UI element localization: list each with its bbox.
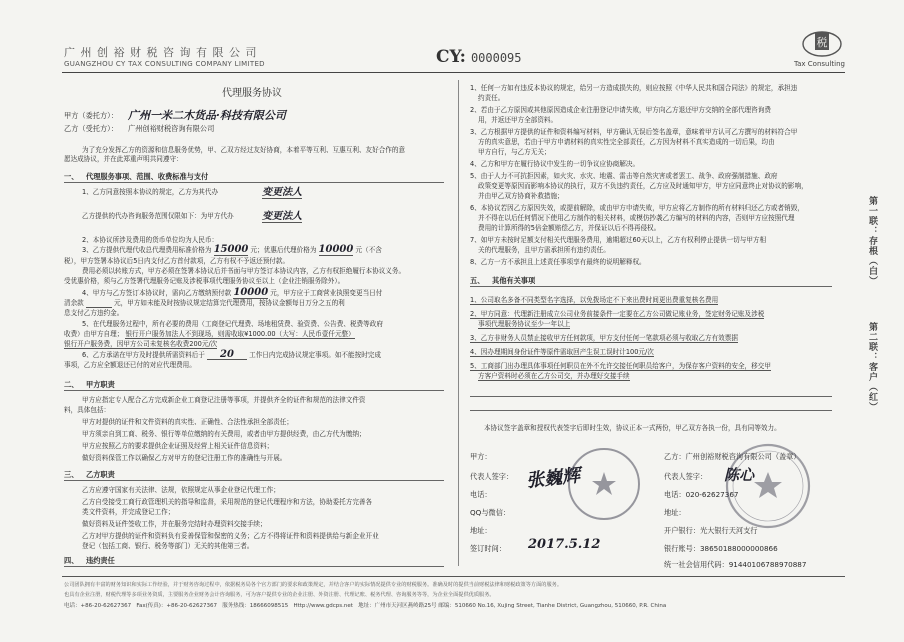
party-b-name: 广州创裕财税咨询有限公司 [128, 124, 215, 133]
clause-1-3-line-3: 费用必须以转账方式，甲方必须在签署本协议后并书面与甲方签订本协议内容，乙方有权拒绝履行本协议义务。 [82, 267, 406, 275]
section-1-rule [64, 182, 444, 183]
sign-b-rep-label: 代表人签字： [664, 472, 708, 481]
breach-clause-5: 5、由于人力不可抗拒因素，如火灾、水灾、地震、雷击等自然灾害或者罢工、战争、政府强制措施、政府 [470, 172, 778, 180]
company-name-en: GUANGZHOU CY TAX CONSULTING COMPANY LIMITED [64, 60, 265, 68]
clause-1-4 [82, 289, 382, 297]
breach-clause-6-line-2: 并不得在以后任何情况下使用乙方制作的相关材料，或模仿抄袭乙方编写的材料的内容，否则甲方应按照代理 [478, 214, 795, 222]
breach-clause-3: 3、乙方根据甲方提供的证件和资料编写材料，甲方确认无误后签名盖章，意味着甲方认可乙方撰写的材料符合甲 [470, 128, 798, 136]
clause-1-6 [82, 351, 381, 360]
price-discount-handwritten: 10000 [318, 244, 354, 255]
breach-clause-7: 7、如甲方未按时足额支付相关代理服务费用，逾期超过60天以上，乙方有权利停止提供一切与甲方相 [470, 236, 767, 244]
breach-clause-2: 2、若由于乙方原因或其他原因造成企业注册登记申请失败，甲方向乙方退还甲方交纳的全部代理咨询费 [470, 106, 771, 114]
section-5-title: 其他有关事项 [492, 276, 536, 285]
prepayment-handwritten: 10000 [233, 287, 269, 298]
section-5-number: 五、 [470, 276, 485, 285]
sign-b-account-number: 38650188000000866 [699, 544, 778, 553]
clause-1-2: 2、本协议所涉及费用的货币单位均为人民币： [82, 236, 219, 244]
other-item-2: 2、甲方同意：代理新注册成立公司业务前接条件一定要在乙方公司做记账业务，签定财务记账及涉税 [470, 310, 765, 318]
clause-1-4-line-3: 息支付乙方违约金。 [64, 309, 124, 317]
sign-b-bank: 开户银行：光大银行天河支行 [664, 526, 758, 535]
section-1-title: 代理服务事项、范围、收费标准与支付 [86, 172, 209, 181]
clause-1-5: 5、在代理服务过程中，所有必要的费用（工商登记代理费、场地租赁费、验资费、公告费、税费等政府 [82, 320, 383, 328]
footer-contacts [64, 603, 666, 610]
clause-3-1: 乙方应遵守国家有关法律、法规，依照规定从事企业登记代理工作； [82, 486, 280, 494]
sign-b-phone: 电话：020-62627367 [664, 490, 739, 499]
section-4-rule [64, 566, 444, 567]
sign-a-date-handwritten: 2017.5.12 [528, 537, 601, 552]
clause-1-5-line-3: 银行开户服务费，因甲方公司未复核名收费200元/次 [64, 340, 218, 348]
clause-2-item-2: 甲方须亲自到工商、税务、银行等单位缴纳的有关费用，或者由甲方提供经费，由乙方代为缴纳； [82, 430, 366, 438]
breach-clause-4: 4、乙方和甲方在履行协议中发生的一切争议应协商解决。 [470, 160, 640, 168]
party-a-label: 甲方（委托方）： [64, 111, 118, 120]
section-5-rule [470, 286, 832, 287]
sign-b-credit-code: 统一社会信用代码：91440106788970887 [664, 560, 807, 569]
section-2-title: 甲方职责 [86, 380, 115, 389]
clause-1-5-line-2 [64, 330, 355, 338]
other-item-1: 1、公司取名多备不同类型名字选择，以免拨场定不下来出费时间更出费重复核名费用 [470, 296, 719, 304]
serial-value: 0000095 [470, 51, 522, 65]
clause-1-4-text-a: 4、甲方与乙方签订本协议时，需向乙方缴纳预付款 [82, 289, 232, 297]
section-3-rule [64, 480, 444, 481]
section-4-title: 违约责任 [86, 556, 115, 565]
company-seal-icon [724, 442, 812, 530]
sign-b-account-label: 银行账号： [664, 544, 700, 553]
clause-1-5-text: 收费）由甲方自理； [64, 330, 124, 338]
blank-line-1 [470, 396, 832, 397]
clause-2-item-4: 做好资料保管工作以确保乙方对甲方的登记注册工作的准确性与开展。 [82, 454, 287, 462]
company-name-cn: 广 州 创 裕 财 税 咨 询 有 限 公 司 [64, 46, 258, 59]
clause-1-3-text-c: 元（不含 [355, 246, 382, 254]
footer-divider [62, 576, 845, 577]
sign-a-rep-label: 代表人签字： [470, 472, 514, 481]
other-item-4: 4、因办理期间身份证件等原件需取回产生误工误时计100元/次 [470, 348, 654, 356]
section-3-number: 三、 [64, 470, 79, 479]
clause-1-1: 1、乙方同意按照本协议的规定，乙方为其代办 [82, 188, 219, 196]
breach-clause-3-line-2: 方的真实意思，若由于甲方申请材料的真实性完全部责任，乙方因为材料不真实造成的一切后果，均由 [478, 138, 775, 146]
breach-clause-7-line-2: 关的代理服务，且甲方需承担所有违约责任。 [478, 246, 610, 254]
breach-clause-6-line-3: 费用的计算所得的5倍金额赔偿乙方，并保证以后不得再侵权。 [478, 224, 661, 232]
clause-2-intro-line-2: 料，具体包括： [64, 406, 111, 414]
footer-fax: Fax(传真)：+86-20-62627367 [136, 603, 217, 609]
breach-clause-3-line-3: 甲方自行，与乙方无关； [478, 148, 551, 156]
workdays-handwritten: 20 [207, 351, 247, 360]
breach-clause-5-line-2: 政策变更等原因而影响本协议的执行，双方不负违约责任，乙方应及时通知甲方，甲方应同意终止对协议的影响， [478, 182, 808, 190]
clause-1-1b: 乙方提供的代办咨询服务范围仅限如下：为甲方代办 [82, 212, 234, 220]
section-2-number: 二、 [64, 380, 79, 389]
side-label-first-copy: 第一联：存根（白） [867, 196, 877, 286]
breach-clause-1-line-2: 约责任。 [478, 94, 505, 102]
clause-1-1b-handwritten: 变更法人 [262, 207, 302, 223]
intro-line-1: 为了充分发挥乙方的资源和信息服务优势，甲、乙双方经过友好协商，本着平等互利、互惠互利、友好合作的意 [82, 146, 406, 154]
clause-1-4-text-b: 元，甲方应于工商营业执照变更当日付 [270, 289, 383, 297]
clause-1-4-line-2 [64, 299, 345, 308]
side-label-second-copy: 第二联：客户（红） [867, 322, 877, 412]
sign-b-address: 地址： [664, 508, 686, 517]
effectiveness-statement: 本协议签字盖章和授权代表签字后即时生效，协议正本一式两份，甲乙双方各执一份，具有同等效力。 [484, 424, 781, 432]
clause-3-2: 乙方自受接受工商行政管理机关的指导和监督，采用规范的登记代理程序和方法，协助委托方完善各 [82, 498, 373, 506]
party-a-name: 广州一米二木货品·科技有限公司 [128, 109, 286, 122]
clause-1-3-text-b: 元；优惠后代理价格为 [250, 246, 317, 254]
sign-b-signature: 陈心 [724, 466, 755, 484]
clause-2-item-1: 甲方对提供的证件和文件资料的真实性、正确性、合法性承担全部责任； [82, 418, 293, 426]
breach-clause-1: 1、任何一方如有违反本协议的规定，给另一方造成损失的，则应按照《中华人民共和国合同法》的规定，承担违 [470, 84, 798, 92]
sign-a-phone: 电话： [470, 490, 492, 499]
breach-clause-2-line-2: 用，并返还甲方全部资料。 [478, 116, 558, 124]
doc-title: 代理服务协议 [222, 88, 282, 99]
section-4-number: 四、 [64, 556, 79, 565]
clause-1-3 [82, 246, 382, 254]
other-item-2-line-2: 事项代理服务协议至少一年以上 [478, 320, 571, 328]
other-item-5-line-2: 方客户资料时必须在乙方公司交，并办理好交接手续 [478, 372, 630, 380]
column-divider [458, 80, 459, 566]
party-a-seal-icon [566, 446, 642, 522]
footer-address: 地址：广州市天河区燕岭路25号 邮编：510660 No.16, Xujing Street, Tianhe District, Guangzhou, 510660, P.R. China [358, 603, 667, 609]
blank-line-2 [470, 410, 832, 411]
sign-a-signature: 张巍辉 [525, 465, 582, 492]
section-3-title: 乙方职责 [86, 470, 115, 479]
sign-a-label: 甲方： [470, 452, 492, 461]
breach-clause-6: 6、本协议若因乙方原因失效，或提前解除，或由甲方申请失败，甲方应将乙方制作的所有材料归还乙方或者销毁， [470, 204, 804, 212]
footer-desc-2: 也具有企业注册，财税代理等多项业务资质，主要服务企业财务会计咨询服务，可为客户提供专业的企业注册、外资注册、代理记账、税务代理、咨询服务等等，为企业全面提供优质服务。 [64, 592, 495, 598]
clause-1-6-text-a: 6、乙方承诺在甲方及时提供所需资料后于 [82, 351, 205, 359]
clause-1-5-underlined: 银行开户服务加法人不到现场，则需收取¥1000.00（大写：人民币壹仟元整） [125, 330, 355, 338]
clause-1-1-handwritten: 变更法人 [262, 183, 302, 199]
clause-1-4-balance-text: 元，甲方如未能及时按协议规定结算完代理费用，按协议金额每日万分之五的利 [114, 299, 345, 307]
clause-3-2-line-2: 类文件资料，并完成登记工作； [82, 508, 175, 516]
section-1-number: 一、 [64, 172, 79, 181]
other-item-3: 3、乙方非财务人员禁止接收甲方任何款项，甲方支付任何一笔款项必须与收取乙方有效票据 [470, 334, 738, 342]
breach-clause-5-line-3: 并由甲乙双方协商补救措施； [478, 192, 564, 200]
clause-1-6-line-2: 事项，乙方应全额退还已付的对应代理费用。 [64, 361, 196, 369]
company-logo-icon [800, 26, 844, 58]
other-item-5: 5、工商部门出办理具体事项任何职员在外不允许交接任何职员给客户，为保存客户资料的安全，移交甲 [470, 362, 771, 370]
clause-2-intro: 甲方应指定专人配合乙方完成新企业工商登记注册等事项，并提供齐全的证件和规范的法律文件资 [82, 396, 366, 404]
clause-1-3-line-4: 受优惠价格，须与乙方签署代理服务记账及涉税事项代理服务协议至以上（企业注销服务除外）。 [64, 277, 345, 285]
party-b-label: 乙方（受托方）： [64, 124, 118, 133]
clause-3-4-line-2: 登记（包括工商、银行、税务等部门）无关的其他第三者。 [82, 542, 254, 550]
clause-3-4: 乙方对甲方提供的证件和资料负有妥善保管和保密的义务；乙方不得将证件和资料提供给与新企业开业 [82, 532, 379, 540]
sign-a-date-label: 签订时间： [470, 544, 506, 553]
serial-number [436, 47, 522, 67]
footer-hotline: 服务热线：18666098515 [222, 603, 289, 609]
clause-1-3-text-a: 3、乙方提供代理代收总代理费用标准价格为 [82, 246, 212, 254]
footer-website[interactable]: Http://www.gdcps.net [293, 603, 353, 609]
breach-clause-8: 8、乙方一方不承担且上述责任事项享有最终的说明解释权。 [470, 258, 646, 266]
price-standard-handwritten: 15000 [213, 244, 249, 255]
footer-desc-1: 公司团队拥有丰富的财务知识和实际工作经验，并于财务咨询过程中，依据税务局各个官方部门的要求和政策规定，并结合客户的实际情况提供专业的财税服务。准确及时的提供当前财税法律和财税政策等方面的服务。 [64, 582, 563, 588]
sign-a-qq: QQ与微信： [470, 508, 511, 517]
balance-blank [86, 299, 112, 308]
clause-3-3: 做好资料及证件签收工作，并在服务完结时办理资料交接手续； [82, 520, 267, 528]
svg-text:税: 税 [816, 36, 828, 49]
logo-caption: Tax Consulting [794, 60, 845, 68]
clause-1-3-line-2: 税），甲方签署本协议后5日内支付乙方首付款项，乙方有权不予返还预付款。 [64, 257, 290, 265]
serial-prefix: CY: [436, 47, 466, 67]
clause-1-4-balance-label: 清余款 [64, 299, 84, 307]
section-2-rule [64, 390, 444, 391]
sign-b-account [664, 544, 778, 553]
footer-tel: 电话：+86-20-62627367 [64, 603, 132, 609]
intro-line-2: 愿达成协议，并在此郑重声明共同遵守： [64, 155, 183, 163]
sign-b-label: 乙方：广州创裕财税咨询有限公司（盖章） [664, 452, 801, 461]
header-divider [62, 72, 845, 73]
clause-1-6-text-b: 工作日内完成协议规定事项。如不能按时完成 [249, 351, 381, 359]
sign-a-address: 地址： [470, 526, 492, 535]
clause-2-item-3: 甲方应按照乙方的要求提供企业证照及经营上相关证件信息资料； [82, 442, 274, 450]
